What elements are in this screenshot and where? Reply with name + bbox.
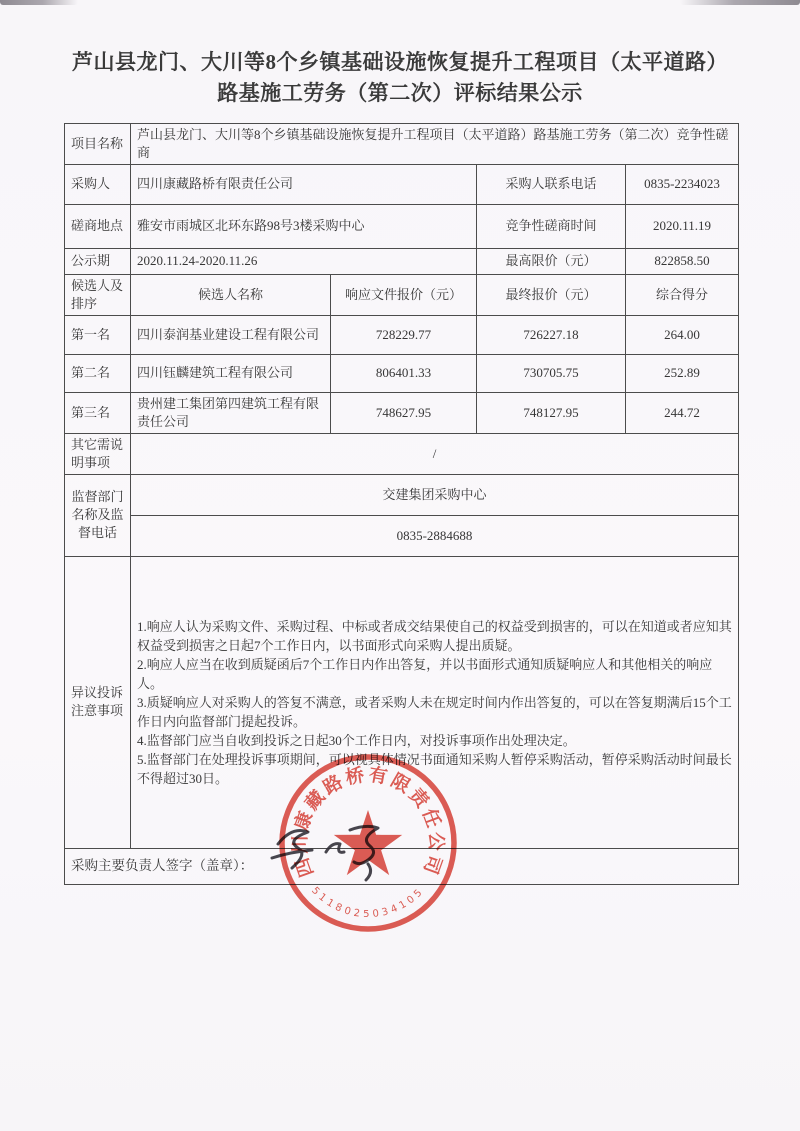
- label-publicity-period: 公示期: [65, 248, 131, 274]
- candidate-3-name: 贵州建工集团第四建筑工程有限责任公司: [131, 392, 331, 433]
- candidate-row-1: [65, 315, 739, 354]
- candidate-2-name: 四川钰麟建筑工程有限公司: [131, 354, 331, 392]
- row-other-notes: [65, 433, 739, 474]
- row-supervision-phone: [65, 515, 739, 556]
- objection-item-2: 2.响应人应当在收到质疑函后7个工作日内作出答复，并以书面形式通知质疑响应人和其他相关的响应人。: [137, 656, 713, 691]
- purchaser-value: 四川康藏路桥有限责任公司: [131, 164, 477, 204]
- objection-notes-content: [131, 556, 739, 848]
- candidate-2-doc-price: 806401.33: [331, 354, 477, 392]
- candidate-1-final-price: 726227.18: [477, 315, 626, 354]
- row-candidates-header: [65, 274, 739, 315]
- candidate-1-name: 四川泰润基业建设工程有限公司: [131, 315, 331, 354]
- label-project-name: 项目名称: [65, 124, 131, 165]
- row-signature: [65, 848, 739, 884]
- label-max-price: 最高限价（元）: [477, 248, 626, 274]
- candidate-3-doc-price: 748627.95: [331, 392, 477, 433]
- objection-item-4: 4.监督部门应当自收到投诉之日起30个工作日内，对投诉事项作出处理决定。: [137, 732, 576, 748]
- candidate-1-doc-price: 728229.77: [331, 315, 477, 354]
- rank-2: 第二名: [65, 354, 131, 392]
- rank-3: 第三名: [65, 392, 131, 433]
- candidate-3-final-price: 748127.95: [477, 392, 626, 433]
- header-doc-price: 响应文件报价（元）: [331, 274, 477, 315]
- max-price-value: 822858.50: [626, 248, 739, 274]
- label-negotiation-time: 竞争性磋商时间: [477, 204, 626, 248]
- header-score: 综合得分: [626, 274, 739, 315]
- label-purchaser: 采购人: [65, 164, 131, 204]
- svg-text:5118025034105: [309, 885, 427, 920]
- purchaser-phone-value: 0835-2234023: [626, 164, 739, 204]
- publicity-period-value: 2020.11.24-2020.11.26: [131, 248, 477, 274]
- candidate-row-3: [65, 392, 739, 433]
- row-venue: [65, 204, 739, 248]
- negotiation-time-value: 2020.11.19: [626, 204, 739, 248]
- candidate-row-2: [65, 354, 739, 392]
- scan-artifact-top-left: [0, 0, 78, 5]
- label-purchaser-phone: 采购人联系电话: [477, 164, 626, 204]
- objection-item-1: 1.响应人认为采购文件、采购过程、中标或者成交结果使自己的权益受到损害的，可以在知道或者应知其权益受到损害之日起7个工作日内，以书面形式向采购人提出质疑。: [137, 618, 732, 653]
- candidate-1-score: 264.00: [626, 315, 739, 354]
- header-final-price: 最终报价（元）: [477, 274, 626, 315]
- result-table: [64, 123, 739, 885]
- objection-item-3: 3.质疑响应人对采购人的答复不满意，或者采购人未在规定时间内作出答复的，可以在答复期满后15个工作日内向监督部门提起投诉。: [137, 694, 732, 729]
- candidate-2-final-price: 730705.75: [477, 354, 626, 392]
- venue-value: 雅安市雨城区北环东路98号3楼采购中心: [131, 204, 477, 248]
- label-objection-notes: 异议投诉注意事项: [65, 556, 131, 848]
- document-title: [0, 47, 800, 109]
- label-candidates-rank: 候选人及排序: [65, 274, 131, 315]
- candidate-3-score: 244.72: [626, 392, 739, 433]
- row-supervision-dept: [65, 474, 739, 515]
- objection-item-5: 5.监督部门在处理投诉事项期间，可以视具体情况书面通知采购人暂停采购活动，暂停采购活动时间最长不得超过30日。: [137, 751, 732, 786]
- seal-company-name: 四川康藏路桥有限责任公司: [290, 765, 446, 880]
- other-notes-value: /: [131, 433, 739, 474]
- label-supervision: 监督部门名称及监督电话: [65, 474, 131, 556]
- label-venue: 磋商地点: [65, 204, 131, 248]
- signature-row: [65, 848, 739, 884]
- scan-artifact-top-right: [680, 0, 800, 5]
- title-line-1: 芦山县龙门、大川等8个乡镇基础设施恢复提升工程项目（太平道路）: [72, 50, 728, 74]
- header-candidate-name: 候选人名称: [131, 274, 331, 315]
- rank-1: 第一名: [65, 315, 131, 354]
- seal-number: 5118025034105: [309, 885, 427, 921]
- row-objection-notes: [65, 556, 739, 848]
- supervision-dept-value: 交建集团采购中心: [131, 474, 739, 515]
- project-name-value: 芦山县龙门、大川等8个乡镇基础设施恢复提升工程项目（太平道路）路基施工劳务（第二次）竞争性磋商: [131, 124, 739, 165]
- title-line-2: 路基施工劳务（第二次）评标结果公示: [217, 81, 583, 105]
- row-purchaser: [65, 164, 739, 204]
- row-publicity-period: [65, 248, 739, 274]
- row-project-name: [65, 124, 739, 165]
- signature-label: 采购主要负责人签字（盖章）：: [71, 857, 254, 873]
- label-other-notes: 其它需说明事项: [65, 433, 131, 474]
- supervision-phone-value: 0835-2884688: [131, 515, 739, 556]
- candidate-2-score: 252.89: [626, 354, 739, 392]
